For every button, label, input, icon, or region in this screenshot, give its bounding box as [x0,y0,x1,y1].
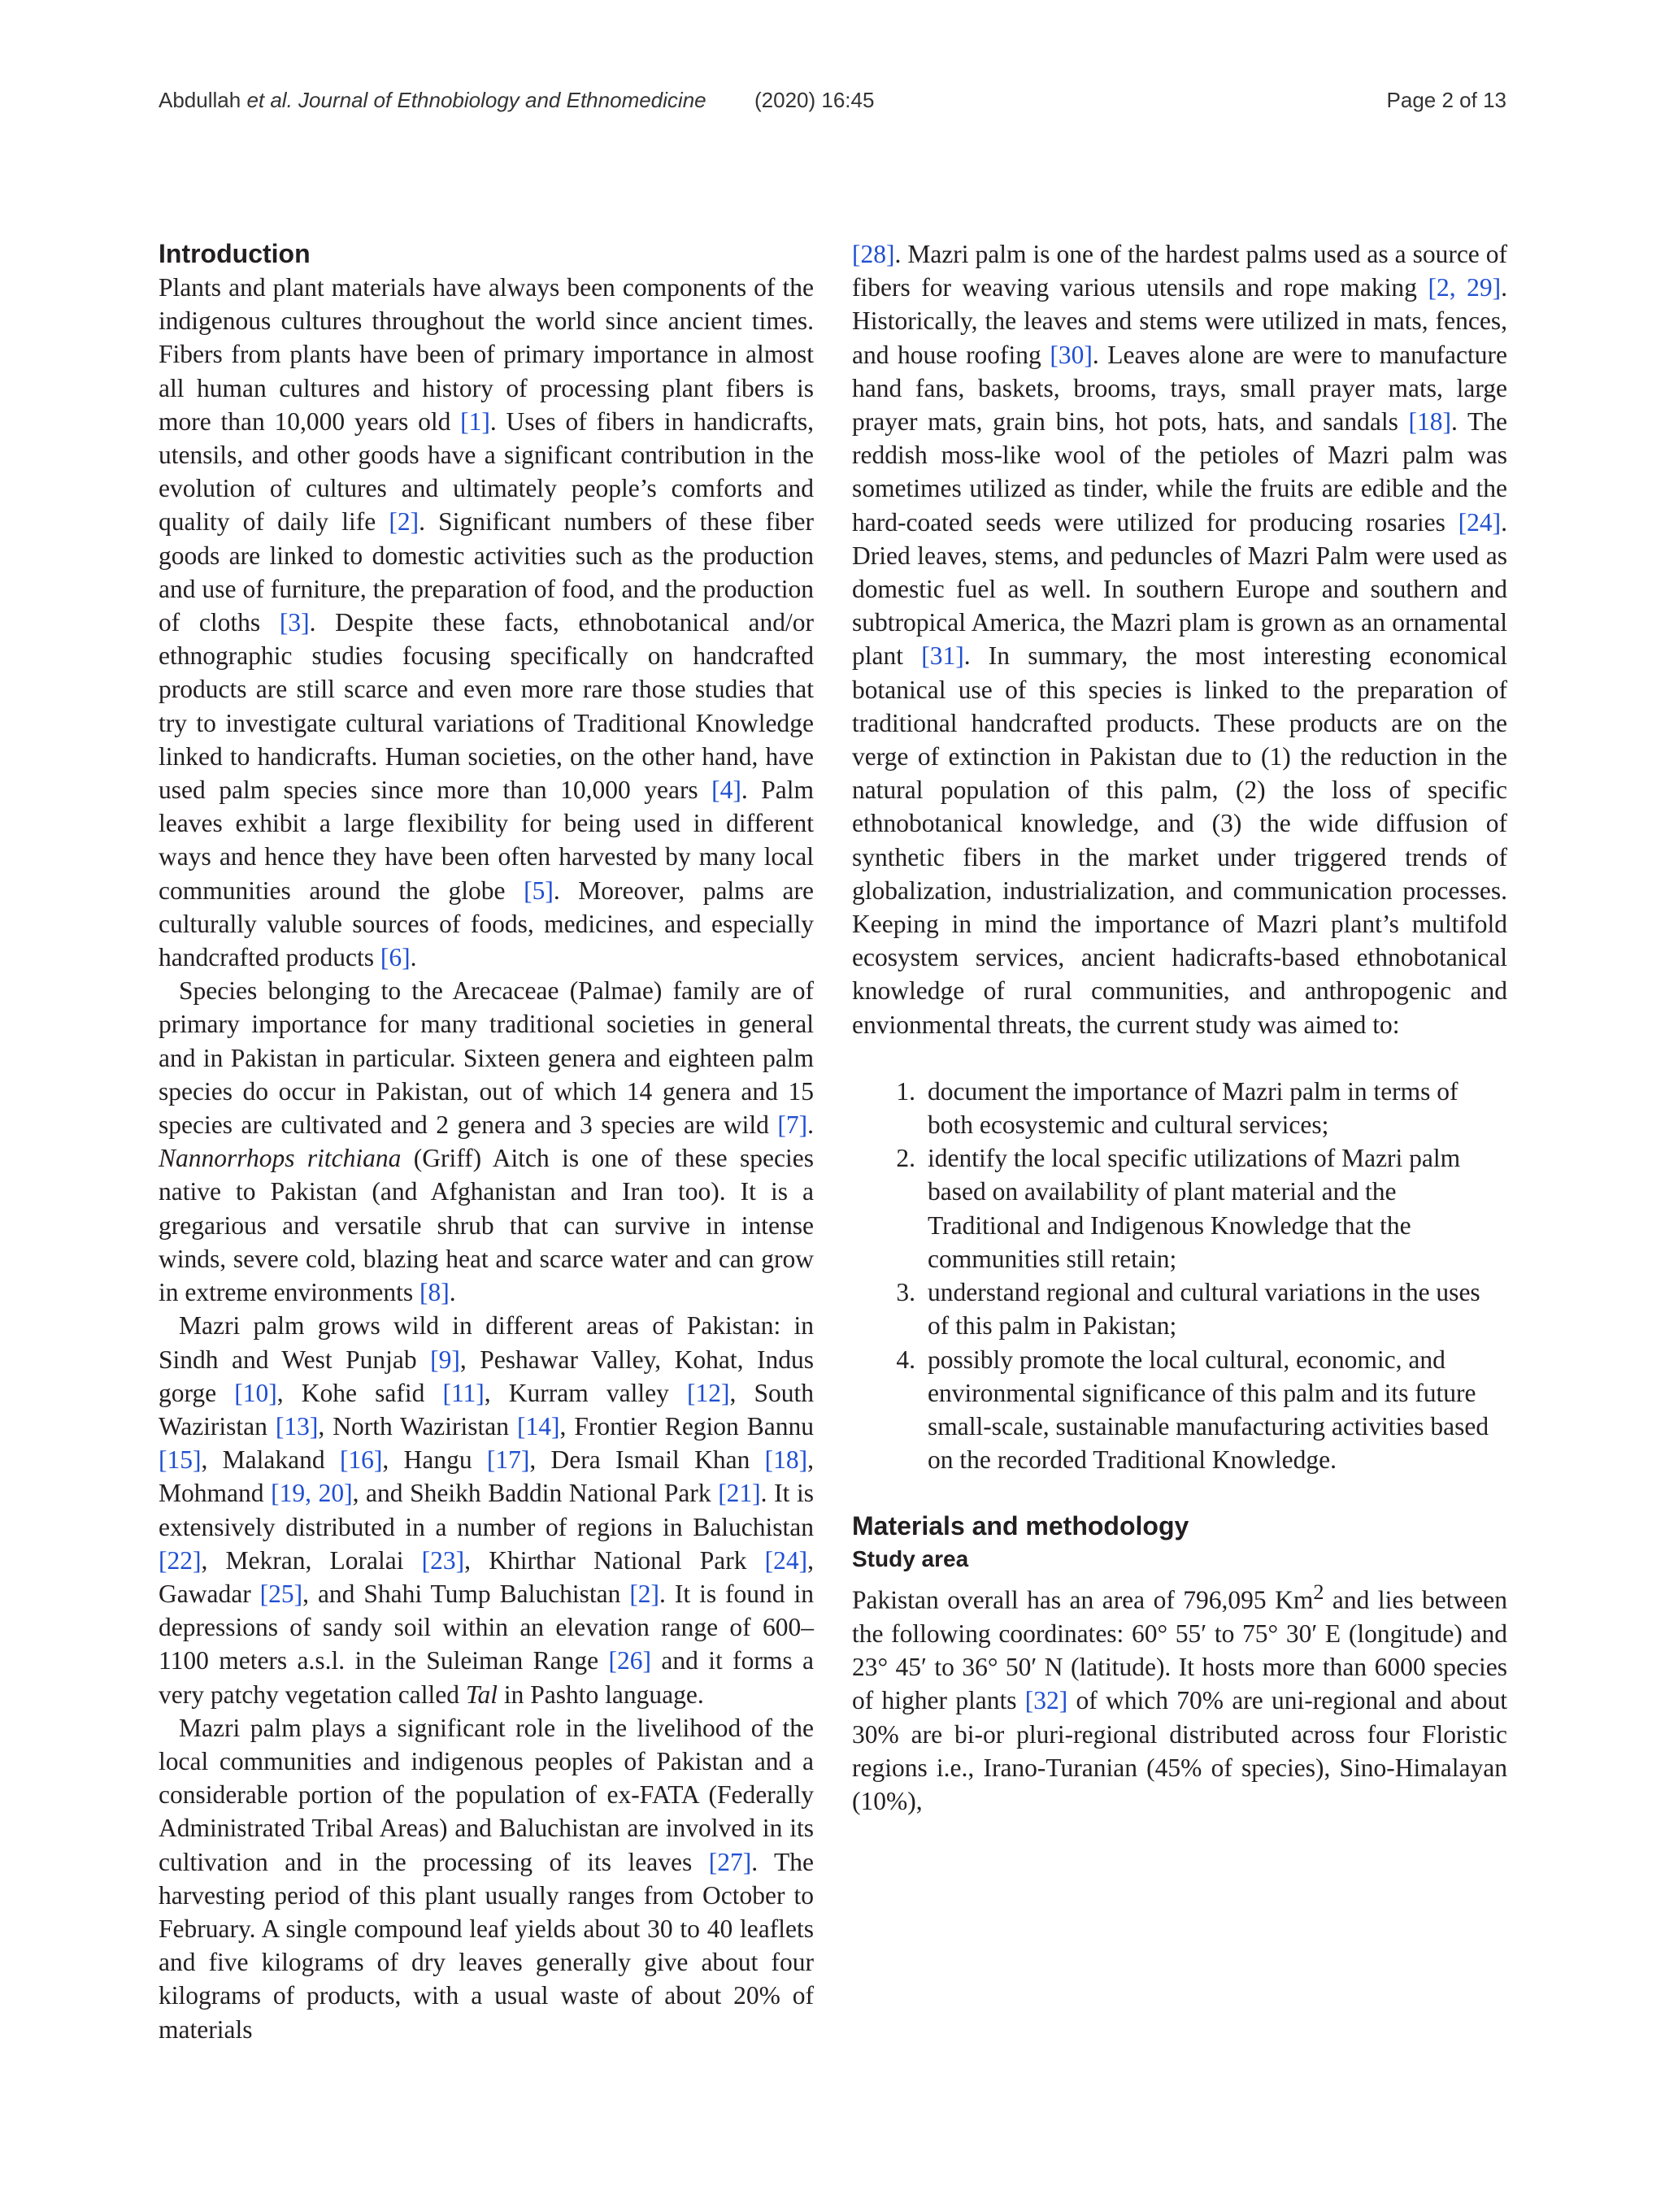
citation-link[interactable]: [17] [486,1445,530,1475]
citation-link[interactable]: [30] [1050,340,1093,369]
citation-link[interactable]: [32] [1024,1686,1068,1715]
citation-link[interactable]: [6] [380,943,411,972]
citation-link[interactable]: [28] [852,240,895,268]
citation-link[interactable]: [14] [517,1411,560,1441]
list-item: 1. document the importance of Mazri palm in terms of both ecosystemic and cultural services; [896,1076,1459,1140]
citation-link[interactable]: [25] [259,1579,303,1608]
citation-link[interactable]: [18] [1408,407,1452,437]
citation-link[interactable]: [5] [524,876,554,905]
citation-link[interactable]: [2, [1428,273,1456,302]
citation-link[interactable]: 20] [318,1479,353,1508]
citation-link[interactable]: [7] [777,1110,808,1140]
species-name: Nannorrhops ritchiana [159,1144,402,1173]
intro-paragraph-4-continued: [28]. Mazri palm is one of the hardest palms used as a source of fibers for weaving various utensils and rope making [2, 29]. Historically, the leaves and stems were utilized in mats, fences, and house roofing [30]. Leaves alone are were to manufacture hand fans, baskets, brooms, trays, small prayer mats, large prayer mats, grain bins, hot pots, hats, and sandals [18]. The reddish moss-like wool of the petioles of Mazri palm was sometimes utilized as tinder, while the fruits are edible and the hard-coated seeds were utilized for producing rosaries [24]. Dried leaves, stems, and peduncles of Mazri Palm were used as domestic fuel as well. In southern Europe and southern and subtropical America, the Mazri plam is grown as an ornamental plant [31]. In summary, the most interesting economical botanical use of this species is linked to the preparation of traditional handcrafted products. These products are on the verge of extinction in Pakistan due to (1) the reduction in the natural population of this palm, (2) the loss of specific ethnobotanical knowledge, and (3) the wide diffusion of synthetic fibers in the market under triggered trends of globalization, industrialization, and communication processes. Keeping in mind the importance of Mazri plant’s multifold ecosystem services, ancient hadicrafts-based ethnobotanical knowledge of rural communities, and anthropogenic and envionmental threats, the current study was aimed to: [852,240,1507,1039]
citation-link[interactable]: [26] [608,1646,652,1675]
citation-link[interactable]: [16] [339,1445,383,1475]
header-etal: et al. [246,88,293,112]
citation-link[interactable]: [11] [442,1378,485,1407]
left-column [159,237,814,2046]
citation-link[interactable]: [10] [234,1378,277,1407]
intro-paragraph-1: Plants and plant materials have always been components of the indigenous cultures throughout the world since ancient times. Fibers from plants have been of primary importance in almost all human cultures and history of processing plant fibers is more than 10,000 years old [1]. Uses of fibers in handicrafts, utensils, and other goods have a significant contribution in the evolution of cultures and ultimately people’s comforts and quality of daily life [2]. Significant numbers of these fiber goods are linked to domestic activities such as the production and use of furniture, the preparation of food, and the production of cloths [3]. Despite these facts, ethnobotanical and/or ethnographic studies focusing specifically on handcrafted products are still scarce and even more rare those studies that try to investigate cultural variations of Traditional Knowledge linked to handicrafts. Human societies, on the other hand, have used palm species since more than 10,000 years [4]. Palm leaves exhibit a large flexibility for being used in different ways and hence they have been often harvested by many local communities around the globe [5]. Moreover, palms are culturally valuble sources of foods, medicines, and especially handcrafted products [6]. [159,273,815,972]
citation-link[interactable]: [15] [159,1445,202,1475]
local-term: Tal [465,1680,498,1709]
section-heading-methods: Materials and methodology [852,1511,1189,1541]
citation-link[interactable]: [9] [430,1345,460,1374]
right-column [852,237,1507,1818]
citation-link[interactable]: [12] [686,1378,730,1407]
citation-link[interactable]: [4] [711,776,741,805]
methods-paragraph-1: Pakistan overall has an area of 796,095 Km$^2$ and lies between the following coordinates: 60° 55′ to 75° 30′ E (longitude) and 23° 45′ to 36° 50′ N (latitude). It hosts more than 6000 species of higher plants [32] of which 70% are uni-regional and about 30% are bi-or pluri-regional distributed across four Floristic regions i.e., Irano-Turanian (45% of species), Sino-Himalayan (10%), [852,1580,1507,1816]
running-header [159,88,706,113]
citation-link[interactable]: [31] [921,641,964,671]
citation-link[interactable]: [8] [420,1278,450,1307]
list-item: 2. identify the local specific utilizations of Mazri palm based on availability of plant material and the Traditional and Indigenous Knowledge that the communities still retain; [896,1144,1461,1273]
citation-link[interactable]: [19, [271,1479,311,1508]
subsection-heading-study-area: Study area [852,1546,969,1572]
citation-link[interactable]: [27] [708,1847,752,1876]
citation-link[interactable]: [2] [629,1579,660,1608]
header-journal: Journal of Ethnobiology and Ethnomedicine [298,88,706,112]
citation-link[interactable]: [2] [389,507,420,537]
citation-link[interactable]: [3] [279,608,310,637]
citation-link[interactable]: [13] [275,1411,319,1441]
intro-paragraph-3: Mazri palm grows wild in different areas of Pakistan: in Sindh and West Punjab [9], Peshawar Valley, Kohat, Indus gorge [10], Kohe safid [11], Kurram valley [12], South Waziristan [13], North Waziristan [14], Frontier Region Bannu [15], Malakand [16], Hangu [17], Dera Ismail Khan [18], Mohmand [19, 20], and Sheikh Baddin National Park [21]. It is extensively distributed in a number of regions in Baluchistan [22], Mekran, Loralai [23], Khirthar National Park [24], Gawadar [25], and Shahi Tump Baluchistan [2]. It is found in depressions of sandy soil within an elevation range of 600–1100 meters a.s.l. in the Suleiman Range [26] and it forms a very patchy vegetation called Tal in Pashto language. [159,1311,815,1709]
header-authors: Abdullah [159,88,241,112]
citation-link[interactable]: [1] [460,406,490,436]
study-aims-list [852,1075,1507,1476]
intro-paragraph-2: Species belonging to the Arecaceae (Palmae) family are of primary importance for many traditional societies in general and in Pakistan in particular. Sixteen genera and eighteen palm species do occur in Pakistan, out of which 14 genera and 15 species are cultivated and 2 genera and 3 species are wild [7]. Nannorrhops ritchiana (Griff) Aitch is one of these species native to Pakistan (and Afghanistan and Iran too). It is a gregarious and versatile shrub that can survive in intense winds, severe cold, blazing heat and scarce water and can grow in extreme environments [8]. [159,976,814,1307]
intro-paragraph-4: Mazri palm plays a significant role in the livelihood of the local communities and indigenous peoples of Pakistan and a considerable portion of the population of ex-FATA (Federally Administrated Tribal Areas) and Baluchistan are involved in its cultivation and in the processing of its leaves [27]. The harvesting period of this plant usually ranges from October to February. A single compound leaf yields about 30 to 40 leaflets and five kilograms of dry leaves generally give about four kilograms of products, with a usual waste of about 20% of materials [159,1713,814,2044]
citation-link[interactable]: [24] [1458,507,1502,537]
citation-link[interactable]: [18] [764,1445,808,1475]
citation-link[interactable]: 29] [1467,273,1502,302]
page-number: Page 2 of 13 [1386,88,1506,112]
list-item: 4. possibly promote the local cultural, economic, and environmental significance of this palm and its future small-scale, sustainable manufacturing activities based on the recorded Traditional Knowledge. [896,1345,1489,1475]
citation-link[interactable]: [21] [718,1479,761,1508]
list-item: 3. understand regional and cultural variations in the uses of this palm in Pakistan; [896,1278,1480,1341]
section-heading-introduction: Introduction [159,239,311,268]
citation-link[interactable]: [23] [421,1545,465,1575]
citation-link[interactable]: [24] [764,1545,808,1575]
citation-link[interactable]: [22] [159,1545,202,1575]
header-citation: (2020) 16:45 [754,88,875,112]
